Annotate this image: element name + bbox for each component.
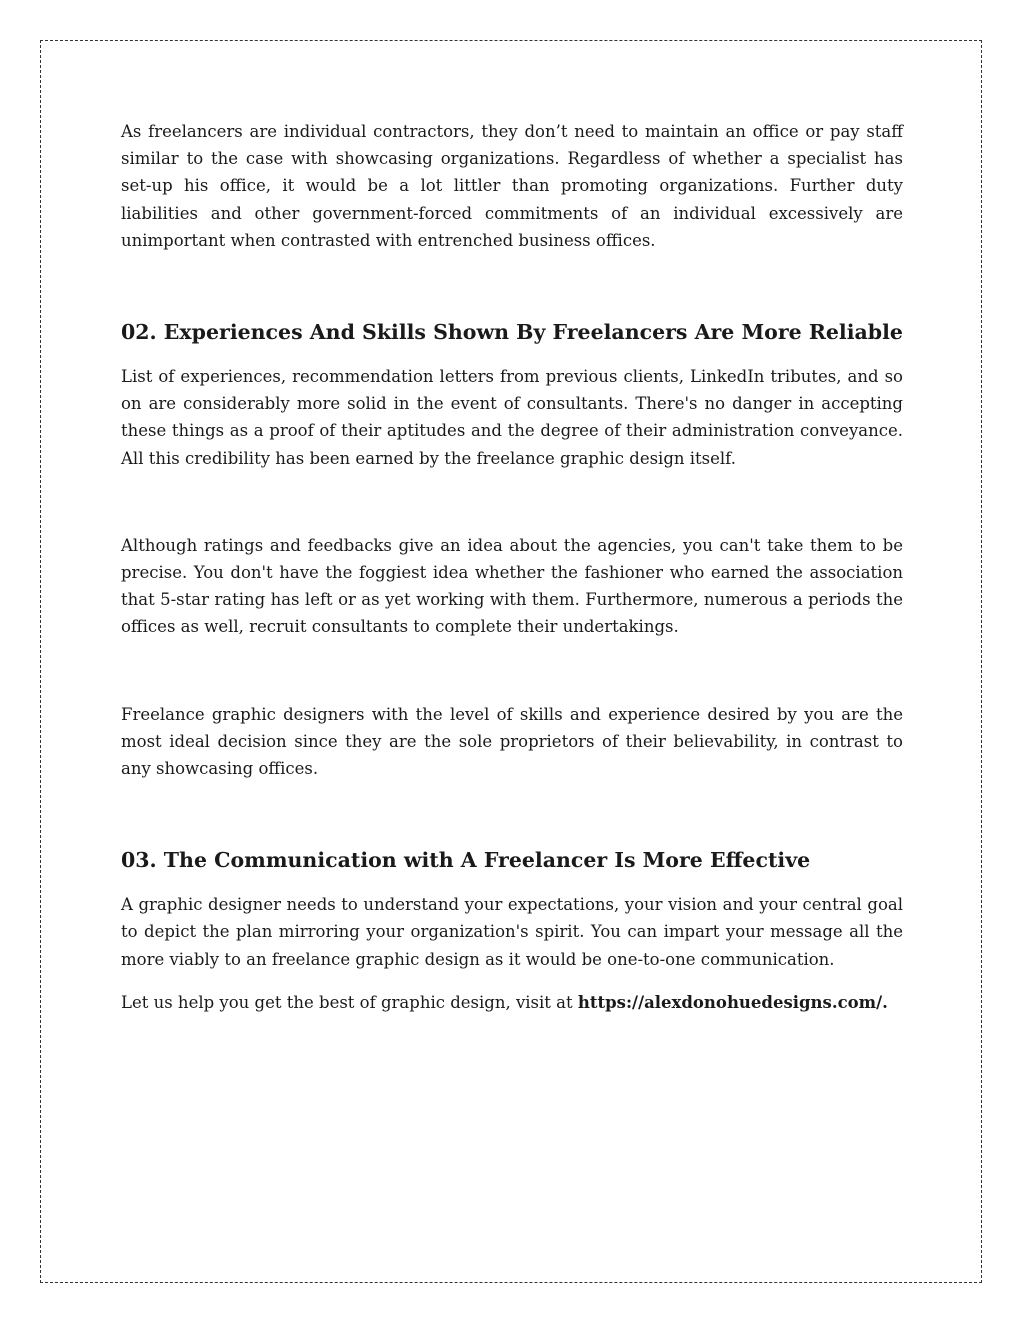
paragraph-intro: As freelancers are individual contractors, they don’t need to maintain an office or pay staff similar to the case with showcasing organizations. Regardless of whether a specialist has set-up his office, it would be a lot littler than promoting organizations. Further duty liabilities and other government-forced commitments of an individual excessively are unimportant when contrasted with entrenched business offices. bbox=[121, 122, 903, 250]
section-heading-03: 03. The Communication with A Freelancer Is More Effective bbox=[121, 848, 811, 873]
paragraph-designers: Freelance graphic designers with the level of skills and experience desired by you are the most ideal decision since they are the sole proprietors of their believability, in contrast to any showcasing offices. bbox=[121, 704, 903, 779]
document-body bbox=[121, 118, 903, 1016]
paragraph-ratings: Although ratings and feedbacks give an idea about the agencies, you can't take them to be precise. You don't have the foggiest idea whether the fashioner who earned the association that 5-star rating has left or as yet working with them. Furthermore, numerous a periods the offices as well, recruit consultants to complete their undertakings. bbox=[121, 535, 903, 637]
section-heading-02: 02. Experiences And Skills Shown By Freelancers Are More Reliable bbox=[121, 320, 903, 345]
paragraph-experiences: List of experiences, recommendation letters from previous clients, LinkedIn tributes, and so on are considerably more solid in the event of consultants. There's no danger in accepting these things as a proof of their aptitudes and the degree of their administration conveyance. All this credibility has been earned by the freelance graphic design itself. bbox=[121, 367, 903, 468]
cta-period: . bbox=[882, 992, 888, 1012]
call-to-action bbox=[121, 989, 903, 1016]
website-link[interactable]: https://alexdonohuedesigns.com/ bbox=[577, 992, 883, 1012]
paragraph-communication: A graphic designer needs to understand your expectations, your vision and your central goal to depict the plan mirroring your organization's spirit. You can impart your message all the more viably to an freelance graphic design as it would be one-to-one communication. bbox=[121, 895, 903, 969]
cta-text: Let us help you get the best of graphic design, visit at bbox=[121, 992, 578, 1012]
